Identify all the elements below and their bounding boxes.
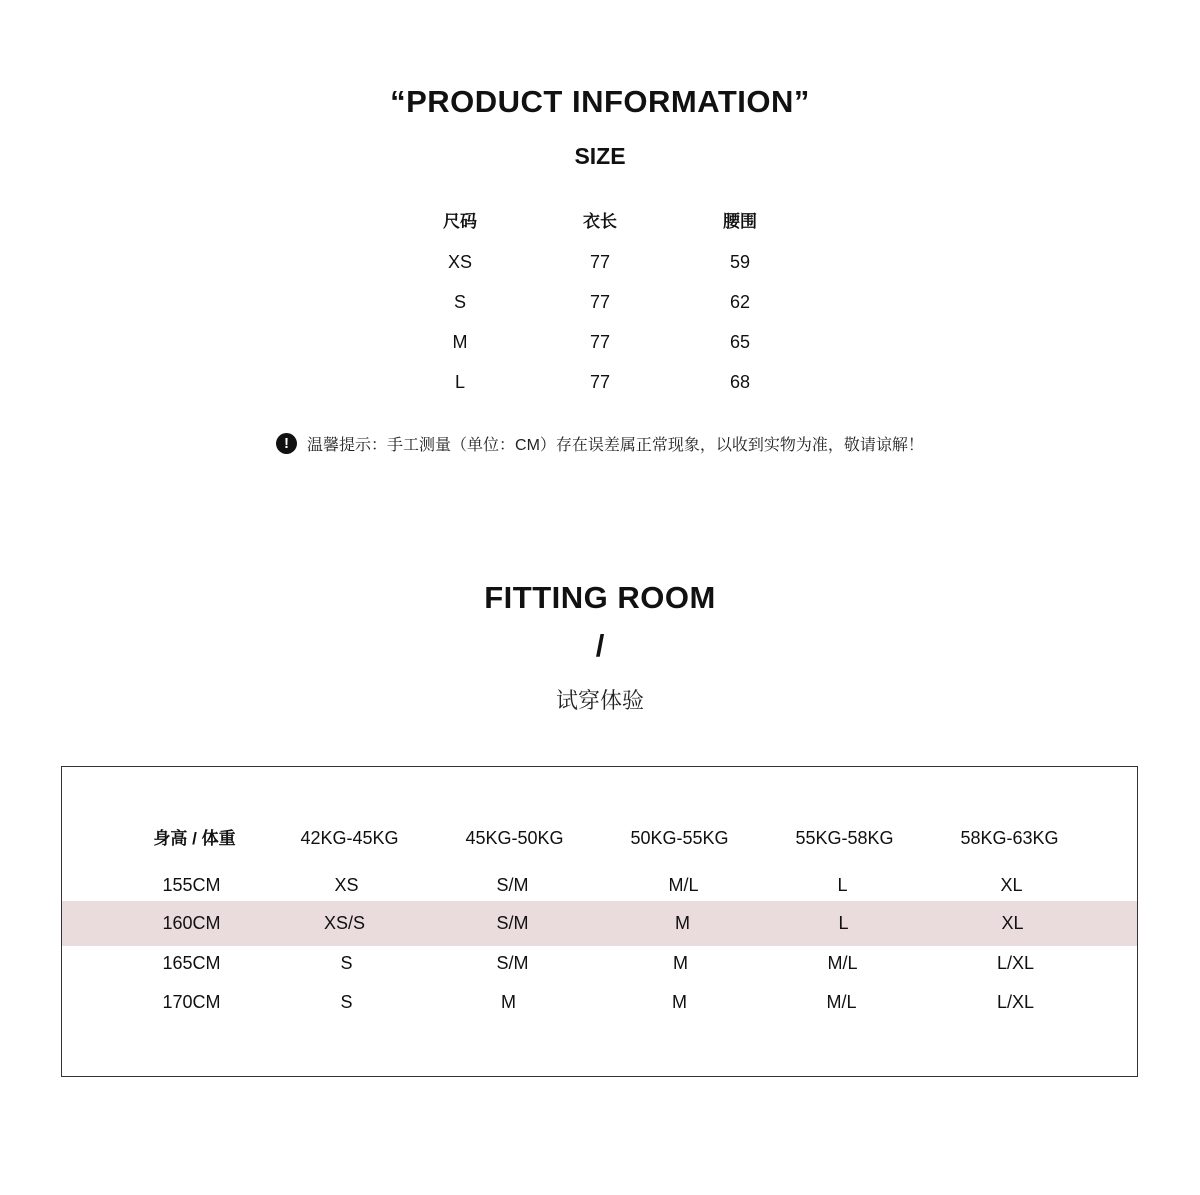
size-table-row xyxy=(390,362,810,402)
fitting-cell-size: M xyxy=(675,913,690,933)
size-table-row xyxy=(390,322,810,362)
size-table-row xyxy=(390,282,810,322)
fitting-header-weight: 55KG-58KG xyxy=(795,828,894,848)
size-header-length: 衣长 xyxy=(583,212,617,231)
fitting-table xyxy=(61,766,1138,1077)
fitting-table-header xyxy=(62,819,1137,858)
size-cell-waist: 65 xyxy=(729,332,751,352)
measurement-notice xyxy=(0,432,1200,455)
fitting-cell-height: 160CM xyxy=(162,913,221,933)
exclamation-circle-icon: ! xyxy=(276,433,297,454)
size-table-row xyxy=(390,242,810,282)
fitting-header-weight: 45KG-50KG xyxy=(465,828,564,848)
fitting-table-row xyxy=(62,866,1137,905)
fitting-cell-size: L/XL xyxy=(996,992,1035,1012)
size-header-waist: 腰围 xyxy=(723,212,757,231)
fitting-cell-size: M/L xyxy=(827,953,858,973)
fitting-table-row-highlighted xyxy=(62,901,1137,946)
size-cell-size: XS xyxy=(447,252,472,272)
size-heading: SIZE xyxy=(574,143,626,169)
size-header-size: 尺码 xyxy=(443,212,477,231)
fitting-cell-height: 170CM xyxy=(162,992,221,1012)
fitting-cell-size: M xyxy=(672,992,687,1012)
notice-text: 温馨提示：手工测量（单位：CM）存在误差属正常现象，以收到实物为准，敬请谅解！ xyxy=(307,437,924,454)
fitting-room-title: FITTING ROOM xyxy=(484,580,716,615)
size-cell-length: 77 xyxy=(589,372,611,392)
size-table-header xyxy=(390,202,810,242)
fitting-cell-size: S/M xyxy=(496,875,529,895)
size-table xyxy=(390,202,810,402)
fitting-cell-size: L/XL xyxy=(996,953,1035,973)
fitting-cell-size: XS xyxy=(334,875,359,895)
fitting-cell-size: M/L xyxy=(668,875,699,895)
fitting-cell-size: XS/S xyxy=(323,913,366,933)
fitting-cell-size: XL xyxy=(1000,875,1023,895)
fitting-cell-size: S xyxy=(340,953,353,973)
fitting-cell-size: M xyxy=(501,992,516,1012)
fitting-cell-size: M xyxy=(673,953,688,973)
fitting-room-subtitle: 试穿体验 xyxy=(555,688,644,713)
size-cell-size: L xyxy=(454,372,465,392)
size-cell-waist: 59 xyxy=(729,252,751,272)
fitting-cell-size: M/L xyxy=(826,992,857,1012)
size-cell-waist: 68 xyxy=(729,372,751,392)
size-cell-length: 77 xyxy=(589,252,611,272)
fitting-table-row xyxy=(62,944,1137,983)
fitting-cell-size: L xyxy=(837,875,848,895)
product-information-title: “PRODUCT INFORMATION” xyxy=(390,84,810,119)
size-cell-size: M xyxy=(452,332,468,352)
fitting-table-row xyxy=(62,983,1137,1022)
fitting-header-height-weight: 身高 / 体重 xyxy=(153,829,236,848)
fitting-cell-size: S/M xyxy=(496,913,529,933)
fitting-header-weight: 50KG-55KG xyxy=(630,828,729,848)
fitting-cell-height: 165CM xyxy=(162,953,221,973)
fitting-header-weight: 42KG-45KG xyxy=(300,828,399,848)
fitting-cell-size: L xyxy=(838,913,849,933)
size-cell-length: 77 xyxy=(589,332,611,352)
fitting-cell-size: S/M xyxy=(496,953,529,973)
size-cell-size: S xyxy=(453,292,466,312)
size-cell-length: 77 xyxy=(589,292,611,312)
fitting-cell-size: XL xyxy=(1001,913,1024,933)
fitting-room-slash: / xyxy=(595,628,605,663)
fitting-cell-height: 155CM xyxy=(162,875,221,895)
size-cell-waist: 62 xyxy=(729,292,751,312)
fitting-cell-size: S xyxy=(340,992,353,1012)
fitting-header-weight: 58KG-63KG xyxy=(960,828,1059,848)
